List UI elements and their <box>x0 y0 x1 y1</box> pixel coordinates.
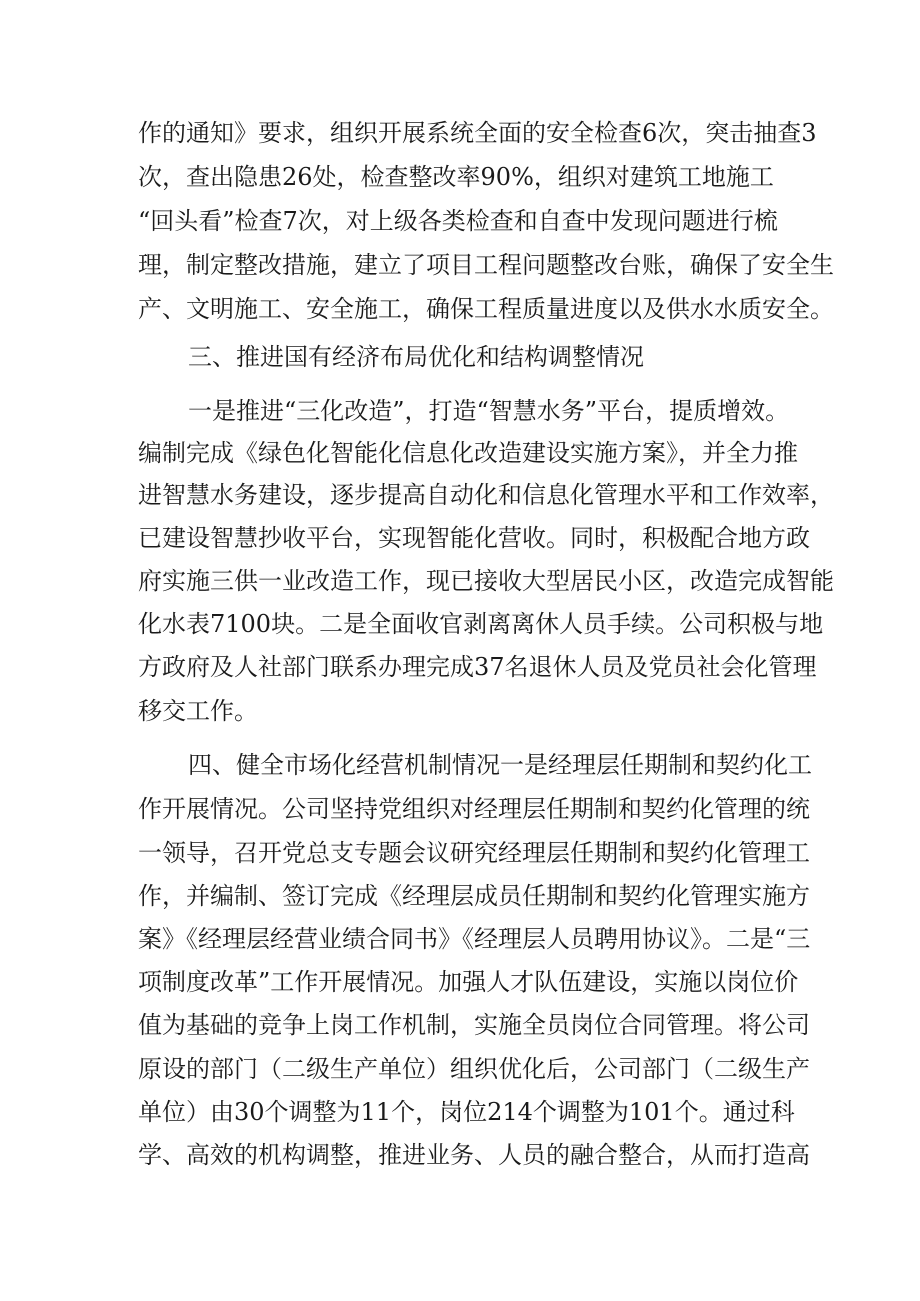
section-heading: 四、健全市场化经营机制情况一是经理层任期制和契约化工 <box>188 751 812 779</box>
text-line: 进智慧水务建设，逐步提高自动化和信息化管理水平和工作效率， <box>138 481 834 509</box>
text-line: 作开展情况。公司坚持党组织对经理层任期制和契约化管理的统 <box>138 795 810 823</box>
text-line: 移交工作。 <box>138 697 258 725</box>
text-line: 已建设智慧抄收平台，实现智能化营收。同时，积极配合地方政 <box>138 524 810 552</box>
text-line: 次，查出隐患26处，检查整改率90%，组织对建筑工地施工 <box>138 163 774 191</box>
text-line: 产、文明施工、安全施工，确保工程质量进度以及供水水质安全。 <box>138 295 834 323</box>
text-line: 编制完成《绿色化智能化信息化改造建设实施方案》，并全力推 <box>138 439 798 467</box>
text-line: 一领导，召开党总支专题会议研究经理层任期制和契约化管理工 <box>138 839 810 867</box>
section-heading: 三、推进国有经济布局优化和结构调整情况 <box>188 343 644 371</box>
text-line: 案》《经理层经营业绩合同书》《经理层人员聘用协议》。二是“三 <box>138 925 811 953</box>
text-line: “回头看”检查7次，对上级各类检查和自查中发现问题进行梳 <box>138 207 778 235</box>
text-line: 项制度改革”工作开展情况。加强人才队伍建设，实施以岗位价 <box>138 968 799 996</box>
text-line: 学、高效的机构调整，推进业务、人员的融合整合，从而打造高 <box>138 1141 810 1169</box>
text-line: 一是推进“三化改造”，打造“智慧水务”平台，提质增效。 <box>188 397 790 425</box>
text-line: 方政府及人社部门联系办理完成37名退休人员及党员社会化管理 <box>138 653 817 681</box>
text-line: 单位）由30个调整为11个，岗位214个调整为101个。通过科 <box>138 1098 795 1126</box>
text-line: 原设的部门（二级生产单位）组织优化后，公司部门（二级生产 <box>138 1055 810 1083</box>
text-line: 府实施三供一业改造工作，现已接收大型居民小区，改造完成智能 <box>138 567 834 595</box>
text-line: 值为基础的竞争上岗工作机制，实施全员岗位合同管理。将公司 <box>138 1011 810 1039</box>
text-line: 化水表7100块。二是全面收官剥离离休人员手续。公司积极与地 <box>138 610 824 638</box>
text-line: 作的通知》要求，组织开展系统全面的安全检查6次，突击抽查3 <box>138 119 817 147</box>
text-line: 作，并编制、签订完成《经理层成员任期制和契约化管理实施方 <box>138 882 810 910</box>
text-line: 理，制定整改措施，建立了项目工程问题整改台账，确保了安全生 <box>138 251 834 279</box>
